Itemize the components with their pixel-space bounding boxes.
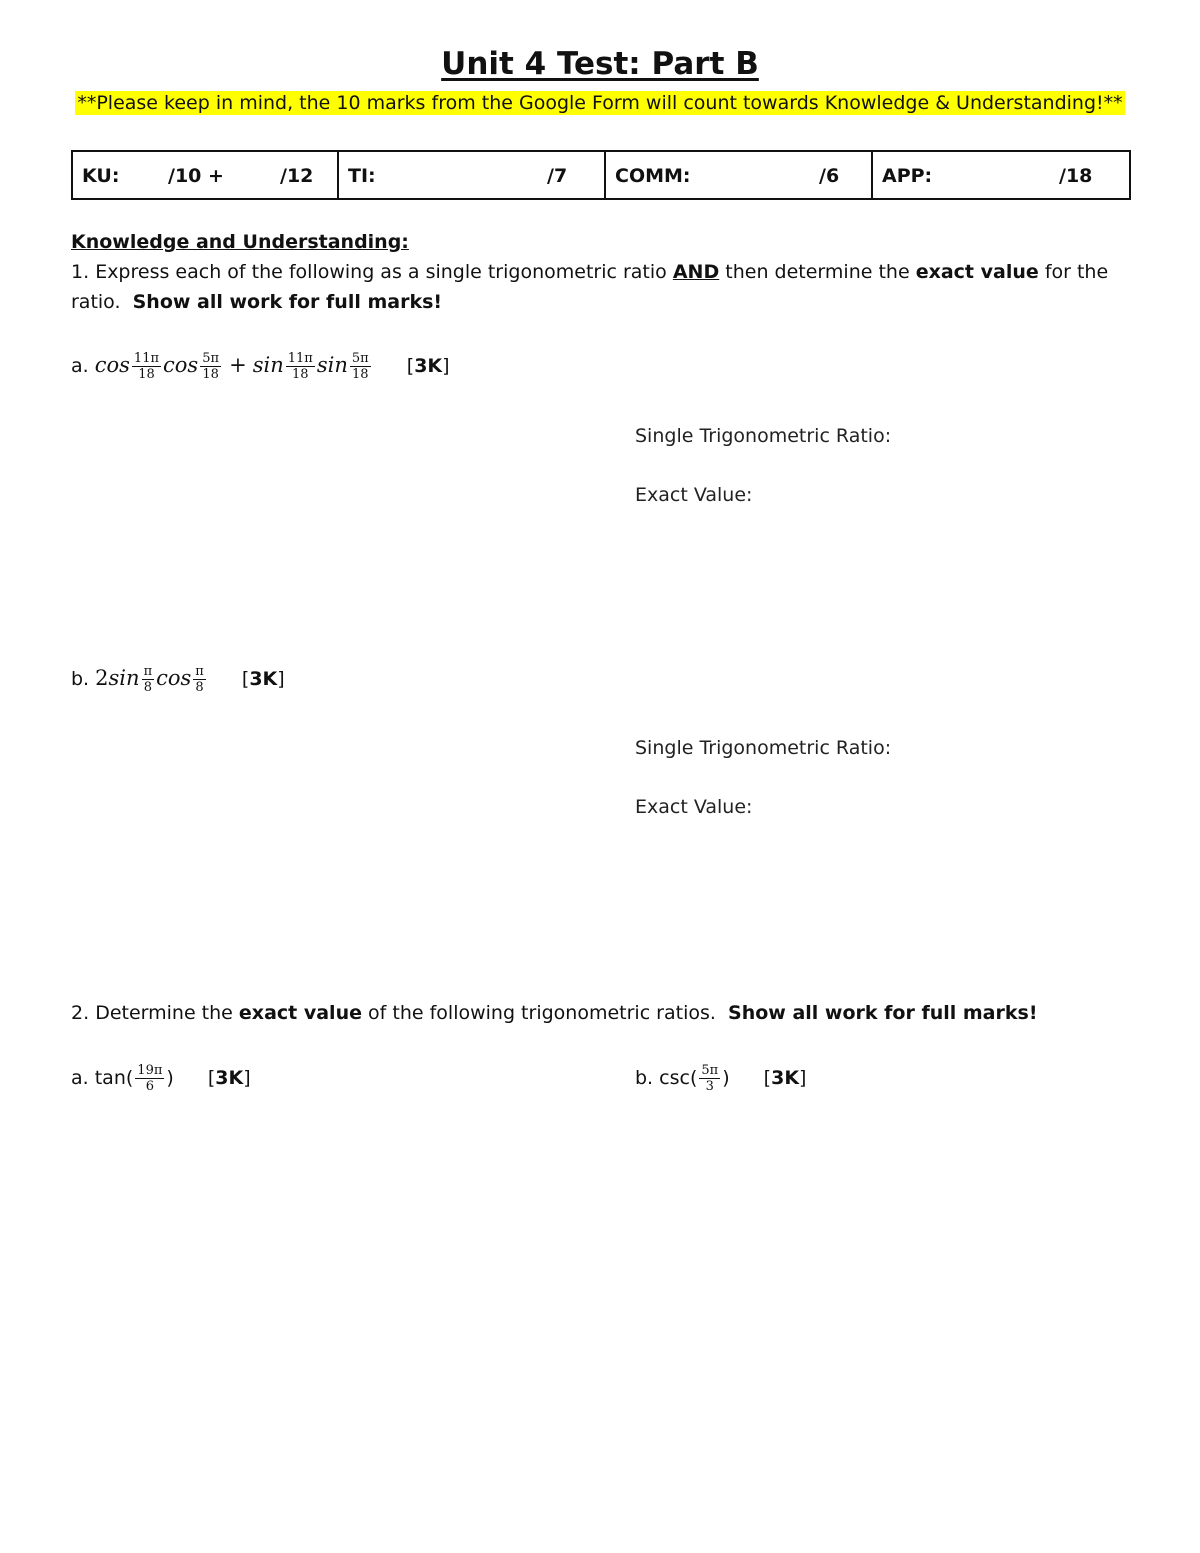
q1b-sin: sin	[108, 666, 140, 690]
ku-form-total: /10 +	[168, 165, 224, 187]
q2a-frac-den: 6	[145, 1079, 154, 1094]
q1-text4: ratio.	[71, 291, 121, 313]
q1-text2: then determine the	[725, 261, 910, 283]
q2b-func: csc(	[659, 1067, 698, 1089]
q1-instructions-line1	[71, 261, 1108, 283]
ti-cell	[339, 152, 606, 198]
q1-exact-value: exact value	[915, 261, 1039, 283]
q1b-frac1-den: 8	[143, 680, 152, 695]
q2b-frac-num: 5π	[701, 1063, 719, 1078]
q1b-frac1	[142, 664, 155, 695]
q2a-expression	[71, 1063, 251, 1094]
q2a-frac	[135, 1063, 164, 1094]
q1a-exact-value-label: Exact Value:	[635, 484, 753, 506]
q1a-frac4-num: 5π	[351, 351, 369, 366]
q1a-frac2-den: 18	[202, 367, 219, 382]
q1-text3: for the	[1044, 261, 1109, 283]
q2a-mark-value: 3K	[215, 1067, 244, 1089]
q1a-frac3-num: 11π	[287, 351, 313, 366]
q2-exact-value: exact value	[238, 1002, 362, 1024]
q1a-expression	[71, 351, 450, 382]
q1a-mark-close: ]	[442, 355, 450, 377]
q1a-sin2: sin	[316, 353, 348, 377]
comm-cell	[606, 152, 873, 198]
q1b-single-ratio-label: Single Trigonometric Ratio:	[635, 737, 892, 759]
q1b-mark-open: [	[241, 668, 250, 690]
q2-instructions	[71, 1002, 1038, 1024]
app-label: APP:	[882, 165, 933, 187]
q2a-frac-num: 19π	[137, 1063, 163, 1078]
app-cell	[873, 152, 1129, 198]
q2-text1: Determine the	[95, 1002, 233, 1024]
q1a-cos1: cos	[94, 353, 130, 377]
q1b-frac2-num: π	[195, 664, 204, 679]
q1a-plus: +	[229, 353, 247, 377]
q1a-mark	[407, 355, 450, 377]
q1b-mark-close: ]	[277, 668, 285, 690]
q2-show-work: Show all work for full marks!	[728, 1002, 1038, 1024]
ti-label: TI:	[348, 165, 376, 187]
q1b-expression	[71, 664, 285, 695]
q1a-mark-value: 3K	[414, 355, 443, 377]
q1b-exact-value-label: Exact Value:	[635, 796, 753, 818]
q1-number: 1.	[71, 261, 90, 283]
q1a-frac3	[286, 351, 315, 382]
q1-show-work: Show all work for full marks!	[132, 291, 443, 313]
q2b-expression	[635, 1063, 806, 1094]
q2b-frac-den: 3	[705, 1079, 714, 1094]
q1a-single-ratio-label: Single Trigonometric Ratio:	[635, 425, 892, 447]
q2b-label: b.	[635, 1067, 654, 1089]
q1a-frac1	[132, 351, 161, 382]
q1-text1: Express each of the following as a single trigonometric ratio	[95, 261, 667, 283]
q1b-frac1-num: π	[143, 664, 153, 679]
q1b-frac2	[193, 664, 206, 695]
q2a-close: )	[166, 1067, 174, 1089]
q2a-mark	[208, 1067, 251, 1089]
ku-cell	[73, 152, 339, 198]
q1a-frac4	[350, 351, 371, 382]
q1b-mark-value: 3K	[249, 668, 278, 690]
q2-text2: of the following trigonometric ratios.	[368, 1002, 716, 1024]
q2a-mark-close: ]	[243, 1067, 251, 1089]
q1b-mark	[242, 668, 285, 690]
q1-and: AND	[672, 261, 720, 283]
q1b-label: b.	[71, 668, 90, 690]
q1a-frac2-num: 5π	[202, 351, 220, 366]
q1a-mark-open: [	[406, 355, 415, 377]
page-title: Unit 4 Test: Part B	[441, 46, 759, 82]
q1b-coef: 2	[95, 666, 109, 690]
ti-total: /7	[547, 165, 568, 187]
ku-test-total: /12	[280, 165, 314, 187]
marks-table	[71, 150, 1131, 200]
q2b-close: )	[722, 1067, 730, 1089]
q2a-label: a.	[71, 1067, 89, 1089]
q1a-frac1-num: 11π	[133, 351, 160, 366]
notice-container	[0, 92, 1200, 114]
q1a-frac3-den: 18	[292, 367, 309, 382]
comm-total: /6	[819, 165, 840, 187]
q1b-frac2-den: 8	[195, 680, 204, 695]
q2b-frac	[699, 1063, 720, 1094]
q1-instructions-line2	[71, 291, 442, 313]
q2b-mark-open: [	[763, 1067, 772, 1089]
app-total: /18	[1059, 165, 1093, 187]
q2-number: 2.	[71, 1002, 90, 1024]
comm-label: COMM:	[615, 165, 691, 187]
q2a-mark-open: [	[207, 1067, 216, 1089]
q1a-frac1-den: 18	[138, 367, 155, 382]
q2b-mark-close: ]	[799, 1067, 807, 1089]
q1a-frac4-den: 18	[352, 367, 369, 382]
q2b-mark-value: 3K	[771, 1067, 800, 1089]
section-heading: Knowledge and Understanding:	[71, 231, 409, 253]
q2b-mark	[764, 1067, 807, 1089]
q1a-cos2: cos	[163, 353, 199, 377]
q1a-sin1: sin	[252, 353, 284, 377]
google-form-notice: **Please keep in mind, the 10 marks from the Google Form will count towards Knowledge & Understanding!**	[77, 92, 1123, 114]
ku-label: KU:	[82, 165, 120, 187]
q2a-func: tan(	[94, 1067, 134, 1089]
q1b-cos: cos	[156, 666, 192, 690]
q1a-label: a.	[71, 355, 89, 377]
q1a-frac2	[200, 351, 221, 382]
